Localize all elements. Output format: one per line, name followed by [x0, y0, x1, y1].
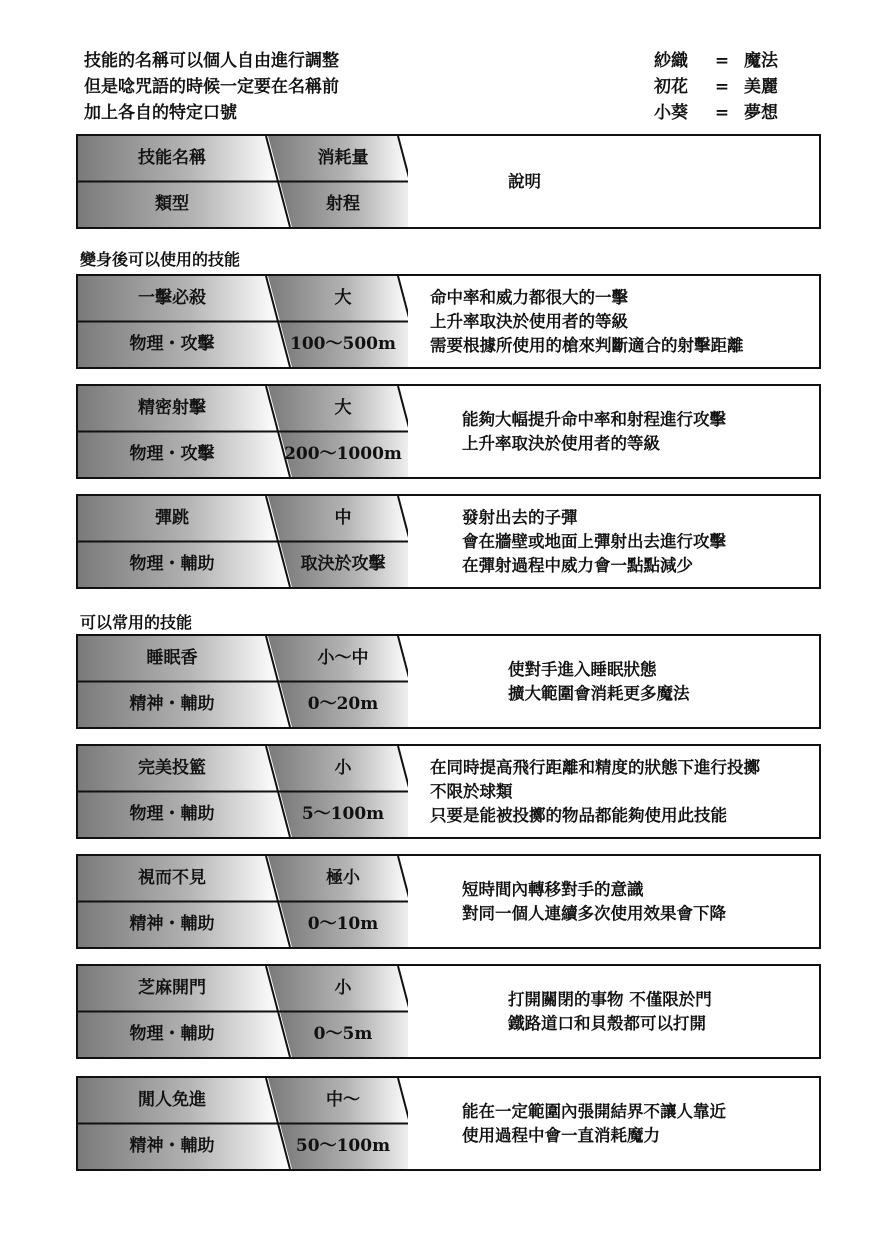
- skill-cost: 極小: [326, 868, 360, 888]
- skill-range: 200～1000m: [284, 444, 402, 464]
- intro-line: 加上各自的特定口號: [84, 103, 237, 123]
- description-line: 短時間內轉移對手的意識: [462, 879, 644, 899]
- character-name: 小葵: [654, 103, 688, 123]
- description-line: 命中率和威力都很大的一擊: [430, 287, 628, 307]
- catchphrase: 夢想: [744, 103, 778, 123]
- legend-type: 類型: [155, 194, 189, 214]
- skill-card: [76, 1076, 821, 1171]
- skill-card: [76, 854, 821, 949]
- character-name: 初花: [654, 77, 688, 97]
- section-transform: 變身後可以使用的技能: [80, 250, 241, 269]
- description-line: 上升率取決於使用者的等級: [462, 433, 660, 453]
- skill-description: [418, 966, 818, 1057]
- skill-description: [418, 1078, 818, 1169]
- description-line: 不限於球類: [430, 781, 513, 801]
- skill-range: 5～100m: [301, 804, 385, 824]
- skill-type: 精神・輔助: [129, 914, 215, 934]
- intro-note: [84, 48, 339, 126]
- skill-description: [418, 636, 818, 727]
- skill-description: [418, 856, 818, 947]
- skill-card: [76, 634, 821, 729]
- skill-cost: 大: [334, 398, 352, 418]
- equals-sign: =: [714, 77, 730, 97]
- skill-description: [418, 496, 818, 587]
- intro-line: 但是唸咒語的時候一定要在名稱前: [84, 77, 339, 97]
- skill-range: 取決於攻擊: [300, 554, 386, 574]
- intro-line: 技能的名稱可以個人自由進行調整: [84, 51, 339, 71]
- legend-card: [76, 134, 821, 229]
- skill-cost: 中: [334, 508, 352, 528]
- legend-range: 射程: [326, 194, 360, 214]
- catchphrase: 美麗: [744, 77, 778, 97]
- description-line: 擴大範圍會消耗更多魔法: [508, 683, 690, 703]
- description-line: 鐵路道口和貝殼都可以打開: [508, 1013, 706, 1033]
- description-line: 打開關閉的事物 不僅限於門: [508, 989, 712, 1009]
- skill-name: 閒人免進: [138, 1090, 206, 1110]
- description-line: 在同時提高飛行距離和精度的狀態下進行投擲: [430, 757, 760, 777]
- equals-sign: =: [714, 103, 730, 123]
- description-line: 只要是能被投擲的物品都能夠使用此技能: [430, 805, 727, 825]
- skill-range: 100～500m: [290, 334, 396, 354]
- skill-card: [76, 964, 821, 1059]
- skill-type: 物理・輔助: [129, 554, 215, 574]
- description-line: 能夠大幅提升命中率和射程進行攻擊: [462, 409, 726, 429]
- legend-desc-text: 說明: [508, 171, 541, 191]
- character-name: 紗織: [654, 51, 688, 71]
- skill-name: 一擊必殺: [138, 288, 206, 308]
- description-line: 需要根據所使用的槍來判斷適合的射擊距離: [430, 335, 744, 355]
- skill-name: 彈跳: [155, 508, 189, 528]
- legend-desc: [418, 136, 818, 227]
- catchphrase-row: [654, 48, 778, 74]
- skill-card: [76, 494, 821, 589]
- skill-description: [418, 386, 818, 477]
- skill-type: 物理・攻擊: [129, 444, 215, 464]
- skill-type: 精神・輔助: [129, 1136, 215, 1156]
- skill-type: 精神・輔助: [129, 694, 215, 714]
- description-line: 發射出去的子彈: [462, 507, 578, 527]
- skill-cost: 小: [334, 758, 352, 778]
- description-line: 對同一個人連續多次使用效果會下降: [462, 903, 726, 923]
- catchphrase: 魔法: [744, 51, 778, 71]
- skill-cost: 中～: [326, 1090, 360, 1110]
- skill-range: 0～20m: [307, 694, 379, 714]
- skill-name: 完美投籃: [138, 758, 206, 778]
- description-line: 使用過程中會一直消耗魔力: [462, 1125, 660, 1145]
- equals-sign: =: [714, 51, 730, 71]
- catchphrase-row: [654, 74, 778, 100]
- skill-card: [76, 384, 821, 479]
- skill-range: 50～100m: [295, 1136, 391, 1156]
- catchphrase-list: [654, 48, 778, 126]
- skill-name: 視而不見: [138, 868, 206, 888]
- skill-range: 0～10m: [307, 914, 379, 934]
- skill-type: 物理・輔助: [129, 1024, 215, 1044]
- description-line: 在彈射過程中威力會一點點減少: [462, 555, 693, 575]
- skill-name: 芝麻開門: [138, 978, 206, 998]
- legend-cost: 消耗量: [317, 148, 369, 168]
- description-line: 上升率取決於使用者的等級: [430, 311, 628, 331]
- description-line: 能在一定範圍內張開結界不讓人靠近: [462, 1101, 726, 1121]
- skill-range: 0～5m: [313, 1024, 373, 1044]
- skill-name: 睡眠香: [146, 648, 198, 668]
- description-line: 會在牆壁或地面上彈射出去進行攻擊: [462, 531, 726, 551]
- skill-type: 物理・輔助: [129, 804, 215, 824]
- skill-card: [76, 274, 821, 369]
- catchphrase-row: [654, 100, 778, 126]
- description-line: 使對手進入睡眠狀態: [508, 659, 657, 679]
- skill-card: [76, 744, 821, 839]
- skill-cost: 大: [334, 288, 352, 308]
- legend-name: 技能名稱: [138, 148, 206, 168]
- skill-cost: 小: [334, 978, 352, 998]
- skill-cost: 小～中: [317, 648, 369, 668]
- skill-name: 精密射擊: [138, 398, 206, 418]
- skill-type: 物理・攻擊: [129, 334, 215, 354]
- skill-description: [418, 276, 818, 367]
- skill-description: [418, 746, 818, 837]
- section-common: 可以常用的技能: [80, 613, 193, 632]
